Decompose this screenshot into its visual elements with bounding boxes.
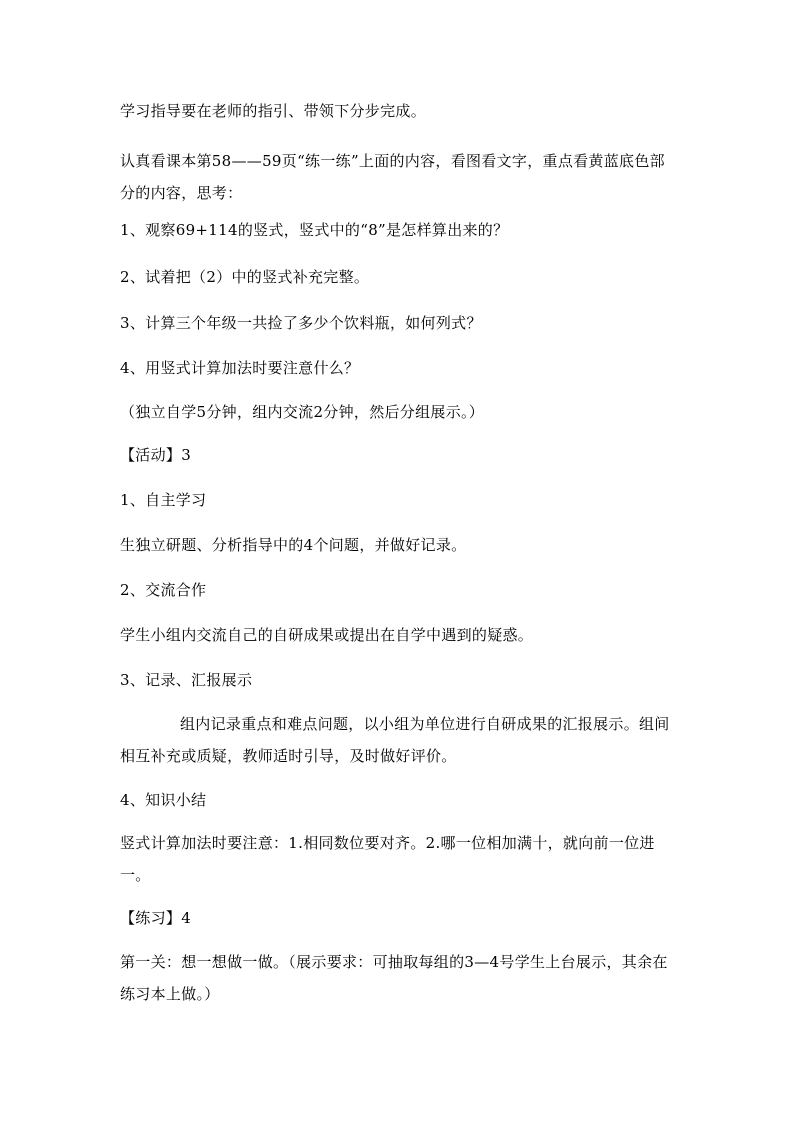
paragraph-reading-task: 认真看课本第58——59页“练一练”上面的内容，看图看文字，重点看黄蓝底色部分的内容，思考： bbox=[120, 152, 665, 202]
question-1: 1、观察69+114的竖式，竖式中的“8”是怎样算出来的？ bbox=[120, 221, 509, 239]
step-3-heading: 3、记录、汇报展示 bbox=[120, 671, 253, 689]
paragraph-summary: 竖式计算加法时要注意：1.相同数位要对齐。2.哪一位相加满十，就向前一位进一。 bbox=[120, 834, 655, 884]
paragraph-intro: 学习指导要在老师的指引、带领下分步完成。 bbox=[120, 102, 427, 120]
paragraph-self-study: 生独立研题、分析指导中的4个问题，并做好记录。 bbox=[120, 536, 467, 554]
step-4-heading: 4、知识小结 bbox=[120, 791, 207, 809]
paragraph-report: 组内记录重点和难点问题，以小组为单位进行自研成果的汇报展示。组间相互补充或质疑，教师适时引导，及时做好评价。 bbox=[120, 715, 670, 765]
section-heading-activity: 【活动】3 bbox=[120, 446, 192, 464]
question-3: 3、计算三个年级一共捡了多少个饮料瓶，如何列式？ bbox=[120, 314, 482, 332]
section-heading-practice: 【练习】4 bbox=[120, 909, 192, 927]
paragraph-level-one: 第一关：想一想做一做。（展示要求：可抽取每组的3—4号学生上台展示，其余在练习本上做。） bbox=[120, 953, 668, 1003]
question-2: 2、试着把（2）中的竖式补充完整。 bbox=[120, 268, 370, 286]
question-4: 4、用竖式计算加法时要注意什么？ bbox=[120, 359, 360, 377]
step-1-heading: 1、自主学习 bbox=[120, 491, 207, 509]
paragraph-group-exchange: 学生小组内交流自己的自研成果或提出在自学中遇到的疑惑。 bbox=[120, 626, 534, 644]
paragraph-time-note: （独立自学5分钟，组内交流2分钟，然后分组展示。） bbox=[120, 403, 485, 421]
step-2-heading: 2、交流合作 bbox=[120, 581, 207, 599]
